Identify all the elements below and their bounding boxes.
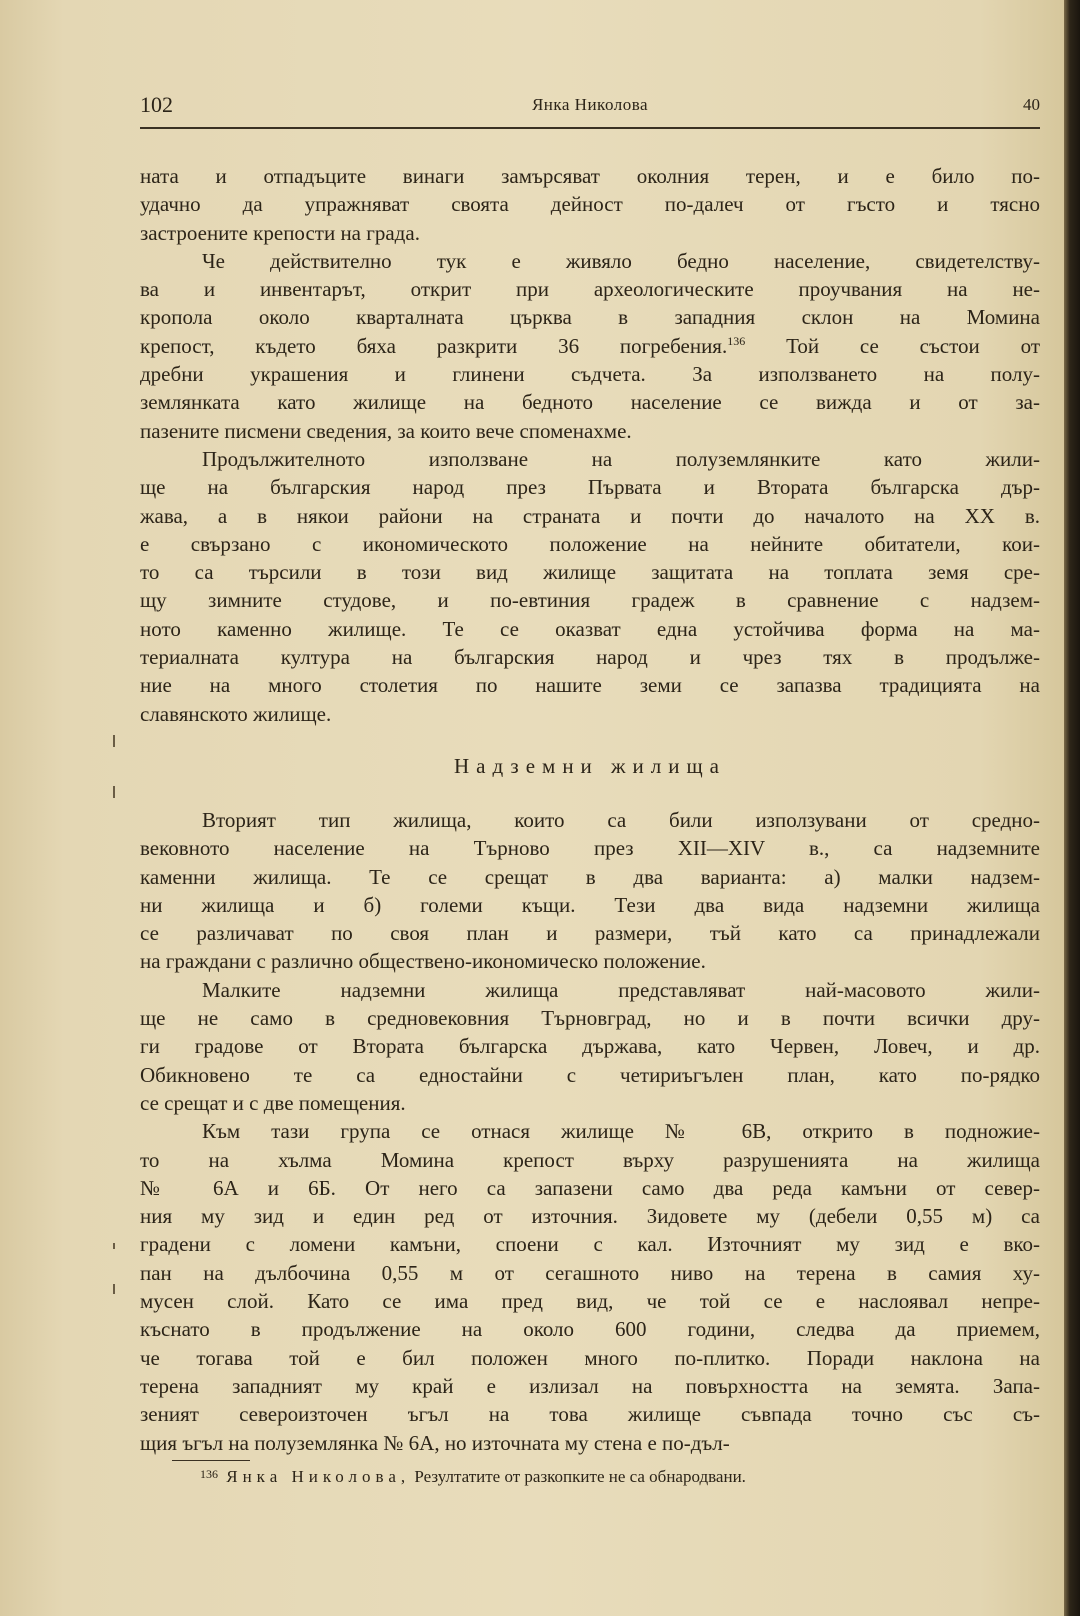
- text-line: каменни жилища. Те се срещат в два варианта: а) малки надзем-: [140, 864, 1040, 889]
- text-line: Че действително тук е живяло бедно население, свидетелству-: [202, 248, 1040, 273]
- text-line: то са търсили в този вид жилище защитата на топлата земя сре-: [140, 560, 1040, 585]
- text-line: жава, а в някои райони на страната и почти до началото на XX в.: [140, 503, 1040, 528]
- text-line: дребни украшения и глинени съдчета. За използването на полу-: [140, 362, 1040, 387]
- text-line: щу зимните студове, и по-евтиния градеж в сравнение с надзем-: [140, 588, 1040, 613]
- header-rule: [140, 127, 1040, 129]
- text-line: Малките надземни жилища представляват най-масовото жили-: [202, 977, 1040, 1002]
- margin-mark: [113, 1243, 115, 1249]
- text-line: се срещат и с две помещения.: [140, 1090, 406, 1115]
- text-line: ни жилища и б) големи къщи. Тези два вида надземни жилища: [140, 892, 1040, 917]
- text-line: е свързано с икономическото положение на нейните обитатели, кои-: [140, 531, 1040, 556]
- page-number: 102: [140, 92, 173, 117]
- text-line: застроените крепости на града.: [140, 220, 420, 245]
- text-line: щия ъгъл на полуземлянка № 6А, но източната му стена е по-дъл-: [140, 1430, 730, 1455]
- margin-mark: [113, 735, 115, 747]
- footnote-reference[interactable]: 136: [727, 333, 746, 348]
- text-line: пан на дълбочина 0,55 м от сегашното ниво на терена в самия ху-: [140, 1260, 1040, 1285]
- text-line: градени с ломени камъни, споени с кал. Източният му зид е вко-: [140, 1232, 1040, 1257]
- text-line: на граждани с различно обществено-икономическо положение.: [140, 949, 706, 974]
- text-line: удачно да упражняват своята дейност по-далеч от гъсто и тясно: [140, 192, 1040, 217]
- text-fragment: крепост, където бяха разкрити 36 погребения.: [140, 333, 728, 358]
- footnote-rule: [172, 1460, 250, 1461]
- text-line: териалната култура на българския народ и чрез тях в продълже-: [140, 645, 1040, 670]
- text-line: пазените писмени сведения, за които вече споменахме.: [140, 418, 632, 443]
- text-line: терена западният му край е излизал на повърхността на земята. Запа-: [140, 1373, 1040, 1398]
- text-line: землянката като жилище на бедното население се вижда и от за-: [140, 390, 1040, 415]
- running-header: [140, 92, 1040, 122]
- text-line: че тогава той е бил положен много по-плитко. Поради наклона на: [140, 1345, 1040, 1370]
- signature-mark: 40: [1023, 95, 1040, 114]
- footnote-text: Резултатите от разкопките не са обнародвани.: [414, 1467, 746, 1486]
- body-text-top: [140, 162, 1040, 728]
- text-line: ната и отпадъците винаги замърсяват околния терен, и е било по-: [140, 164, 1040, 188]
- text-line: славянското жилище.: [140, 701, 332, 726]
- book-spine: [1064, 0, 1080, 1616]
- text-line: ние на много столетия по нашите земи се запазва традицията на: [140, 673, 1040, 698]
- text-line: Вторият тип жилища, които са били използувани от средно-: [202, 808, 1040, 832]
- text-line: къснато в продължение на около 600 години, следва да приемем,: [140, 1317, 1040, 1342]
- text-line: Продължителното използване на полуземлянките като жили-: [202, 446, 1040, 471]
- text-line: Към тази група се отнася жилище № 6В, открито в подножие-: [202, 1119, 1040, 1144]
- footnote-number: 136: [200, 1467, 218, 1481]
- text-line: ще на българския народ през Първата и Втората българска дър-: [140, 475, 1040, 500]
- text-line: вековното население на Търново през XII—XIV в., са надземните: [140, 836, 1040, 861]
- footnote-author: Янка Николова,: [226, 1467, 411, 1486]
- section-heading: Надземни жилища: [453, 754, 726, 778]
- text-line: крополa около кварталната църква в западния склон на Момина: [140, 305, 1040, 330]
- text-line: то на хълма Момина крепост върху разрушенията на жилища: [140, 1147, 1040, 1172]
- text-line: мусен слой. Като се има пред вид, че той се е наслоявал непре-: [140, 1289, 1040, 1314]
- text-line: ния му зид и един ред от източния. Зидовете му (дебели 0,55 м) са: [140, 1204, 1040, 1229]
- text-line: ще не само в средновековния Търновград, но и в почти всички дру-: [140, 1006, 1040, 1031]
- text-line: се различават по своя план и размери, тъй като са принадлежали: [140, 921, 1040, 946]
- text-line: ва и инвентарът, открит при археологическите проучвания на не-: [140, 277, 1040, 302]
- body-text-bottom: [140, 806, 1040, 1457]
- running-title: Янка Николова: [531, 95, 649, 114]
- text-line: зеният североизточен ъгъл на това жилище съвпада точно със съ-: [140, 1402, 1040, 1427]
- footnote: [200, 1467, 1040, 1487]
- text-fragment: Той се състои от: [745, 333, 1040, 358]
- text-line: ги градове от Втората българска държава, като Червен, Ловеч, и др.: [140, 1034, 1040, 1059]
- text-line: № 6А и 6Б. От него са запазени само два реда камъни от север-: [140, 1175, 1040, 1200]
- margin-mark: [113, 1284, 115, 1294]
- text-line: Обикновено те са едностайни с четириъгълен план, като по-рядко: [140, 1062, 1040, 1087]
- text-line: ното каменно жилище. Те се оказват една устойчива форма на ма-: [140, 616, 1040, 641]
- text-line: [140, 332, 1040, 360]
- margin-mark: [113, 786, 115, 798]
